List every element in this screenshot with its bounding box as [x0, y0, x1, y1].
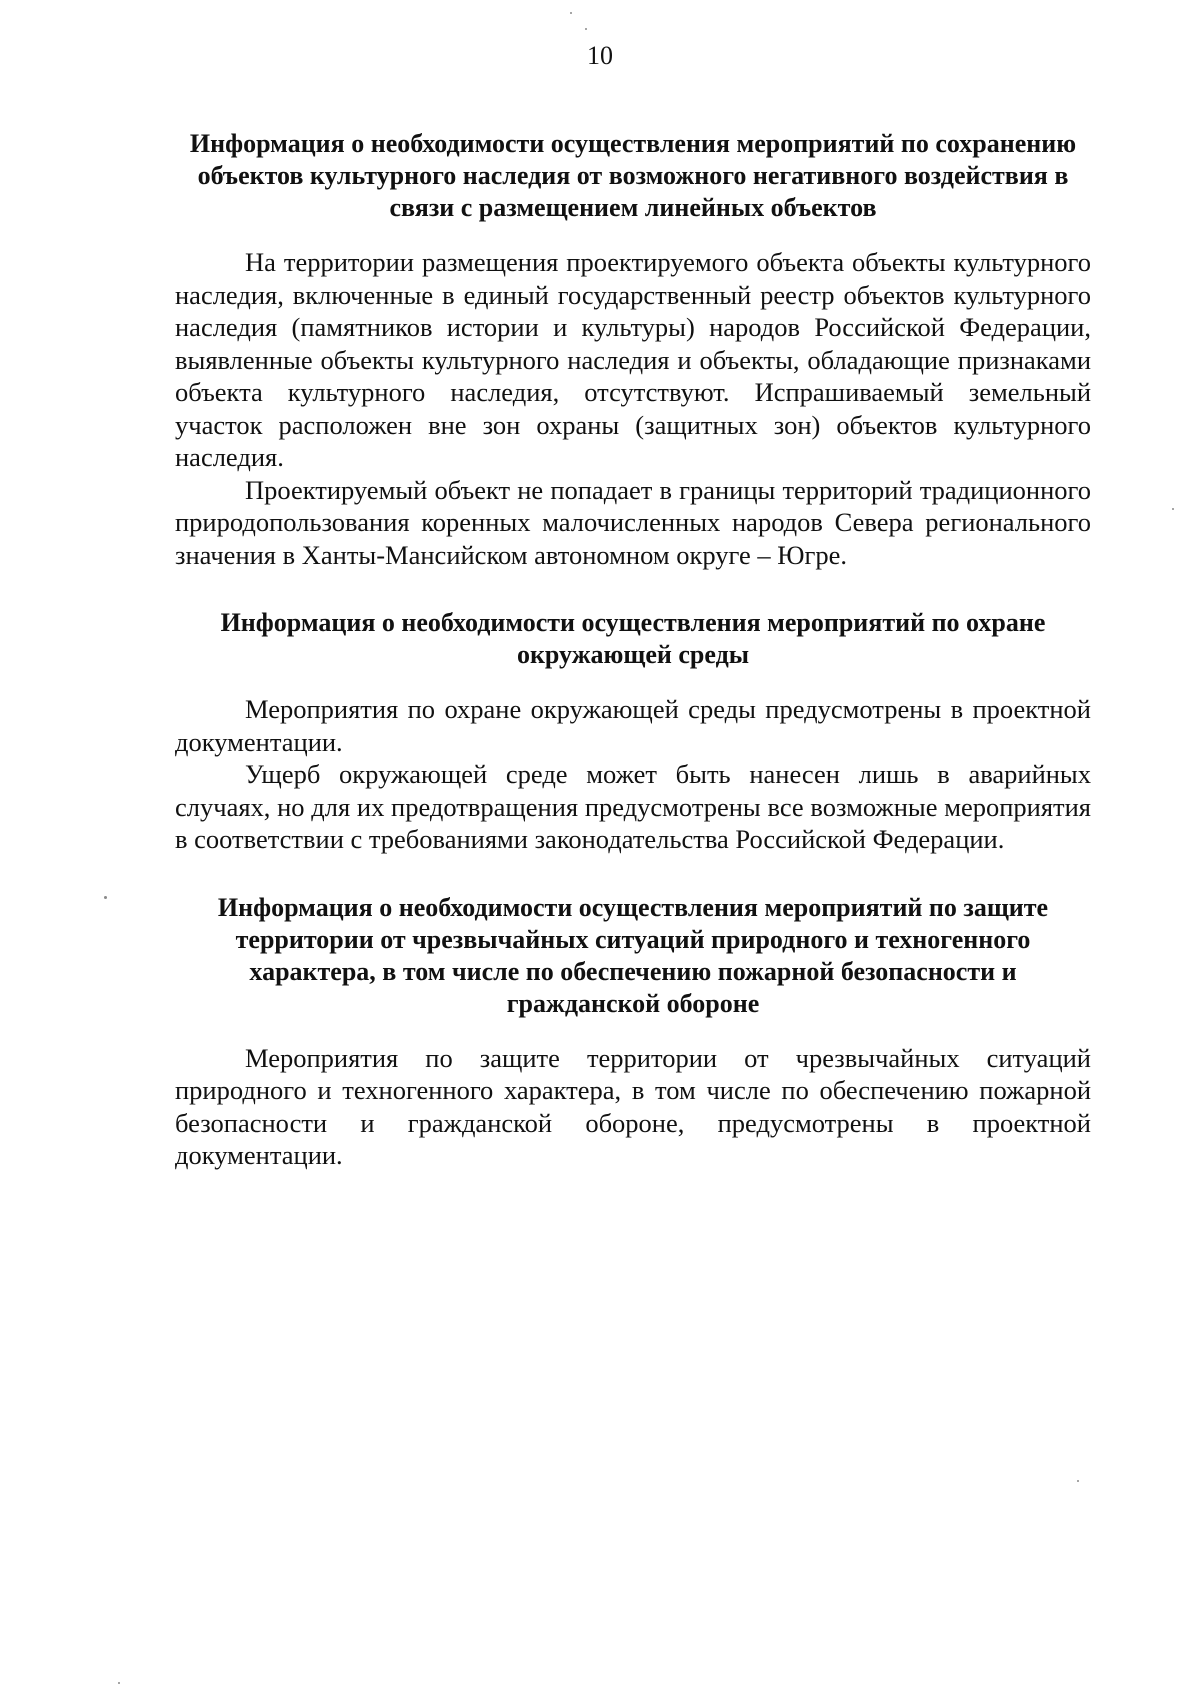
scan-artifact [118, 1682, 120, 1684]
body-paragraph: Ущерб окружающей среде может быть нанесен лишь в аварийных случаях, но для их предотвращения предусмотрены все возможные мероприятия в соответствии с требованиями законодательства Российской Федерации. [175, 759, 1091, 854]
scan-artifact [1172, 508, 1174, 510]
section-heading: Информация о необходимости осуществления мероприятий по сохранению объектов культурного наследия от возможного негативного воздействия в связи с размещением линейных объектов [189, 129, 1077, 222]
section-environment-protection [175, 607, 1091, 856]
page-number: 10 [587, 41, 613, 70]
section-heading: Информация о необходимости осуществления мероприятий по защите территории от чрезвычайных ситуаций природного и техногенного характера, в том числе по обеспечению пожарной безопасности и гражданской обороне [217, 892, 1049, 1018]
body-paragraph: На территории размещения проектируемого объекта объекты культурного наследия, включенные в единый государственный реестр объектов культурного наследия (памятников истории и культуры) народов Российской Федерации, выявленные объекты культурного наследия и объекты, обладающие признаками объекта культурного наследия, отсутствуют. Испрашиваемый земельный участок расположен вне зон охраны (защитных зон) объектов культурного наследия. [175, 247, 1091, 472]
scan-artifact [585, 28, 587, 30]
scan-artifact [104, 896, 107, 899]
page-body [175, 128, 1091, 1172]
section-cultural-heritage [175, 128, 1091, 571]
body-paragraph: Мероприятия по защите территории от чрезвычайных ситуаций природного и техногенного характера, в том числе по обеспечению пожарной безопасности и гражданской обороне, предусмотрены в проектной документации. [175, 1042, 1091, 1170]
section-emergency-protection [175, 892, 1091, 1172]
section-heading: Информация о необходимости осуществления мероприятий по охране окружающей среды [220, 608, 1046, 669]
body-paragraph: Проектируемый объект не попадает в границы территорий традиционного природопользования коренных малочисленных народов Севера регионального значения в Ханты-Мансийском автономном округе – Югре. [175, 474, 1091, 570]
body-paragraph: Мероприятия по охране окружающей среды предусмотрены в проектной документации. [175, 694, 1091, 757]
scan-artifact [570, 12, 572, 14]
scan-artifact [1077, 1480, 1079, 1482]
